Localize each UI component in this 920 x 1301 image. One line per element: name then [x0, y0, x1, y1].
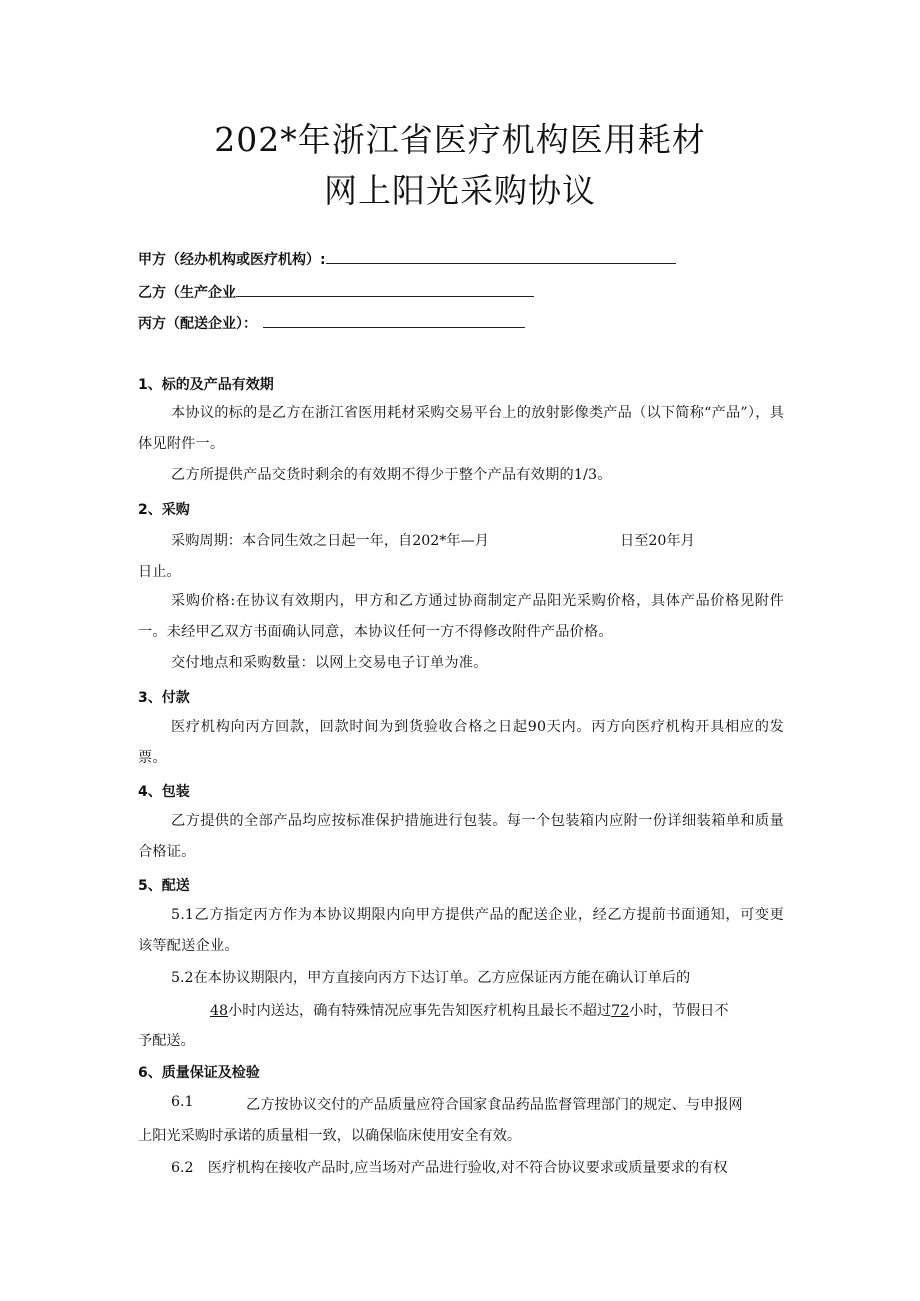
party-a-label: 甲方（经办机构或医疗机构）: — [138, 252, 326, 268]
section-1-paragraph-1: 本协议的标的是乙方在浙江省医用耗材采购交易平台上的放射影像类产品（以下简称“产品”），具体见附件一。 — [138, 405, 784, 452]
section-5-paragraph-2-line1: 5.2在本协议期限内，甲方直接向丙方下达订单。乙方应保证丙方能在确认订单后的 — [171, 970, 691, 986]
delivery-holiday-text: 小时，节假日不 — [629, 1003, 729, 1019]
section-4-heading: 4、包装 — [138, 784, 190, 800]
delivery-hours-value: 48 — [210, 1003, 229, 1019]
section-6-clause-1-number: 6.1 — [171, 1094, 194, 1110]
section-6-heading: 6、质量保证及检验 — [138, 1065, 260, 1081]
delivery-hours-text: 小时内送达，确有特殊情况应事先告知医疗机构且最长不超过 — [228, 1003, 612, 1019]
section-2-period-start: 采购周期：本合同生效之日起一年，自202*年—月 — [171, 533, 489, 549]
party-b-field — [138, 282, 534, 302]
section-5-paragraph-2-line3: 予配送。 — [138, 1033, 195, 1049]
party-b-blank — [236, 284, 534, 297]
party-c-field — [138, 313, 525, 333]
party-a-blank — [326, 251, 676, 264]
section-1-heading: 1、标的及产品有效期 — [138, 377, 274, 393]
party-c-label: 丙方（配送企业）： — [138, 316, 257, 332]
document-title-line2: 网上阳光采购协议 — [324, 171, 596, 210]
section-6-clause-2: 6.2 医疗机构在接收产品时,应当场对产品进行验收,对不符合协议要求或质量要求的有权 — [171, 1160, 728, 1176]
section-5-paragraph-1: 5.1乙方指定丙方作为本协议期限内向甲方提供产品的配送企业，经乙方提前书面通知，可变更该等配送企业。 — [138, 907, 784, 954]
section-2-heading: 2、采购 — [138, 502, 190, 518]
section-6-clause-1-line2: 上阳光采购时承诺的质量相一致，以确保临床使用安全有效。 — [138, 1128, 522, 1144]
section-3-paragraph: 医疗机构向丙方回款，回款时间为到货验收合格之日起90天内。丙方向医疗机构开具相应的发票。 — [138, 719, 784, 766]
section-6-clause-1-line1: 乙方按协议交付的产品质量应符合国家食品药品监督管理部门的规定、与申报网 — [246, 1097, 743, 1113]
section-2-paragraph-delivery: 交付地点和采购数量：以网上交易电子订单为准。 — [171, 655, 488, 671]
section-2-period-tail: 日止。 — [138, 564, 181, 580]
section-4-paragraph: 乙方提供的全部产品均应按标准保护措施进行包装。每一个包装箱内应附一份详细装箱单和质量合格证。 — [138, 813, 784, 860]
section-5-paragraph-2-line2 — [210, 1000, 729, 1020]
section-3-heading: 3、付款 — [138, 690, 190, 706]
section-5-heading: 5、配送 — [138, 878, 190, 894]
section-2-paragraph-price: 采购价格:在协议有效期内，甲方和乙方通过协商制定产品阳光采购价格，具体产品价格见附件一。未经甲乙双方书面确认同意，本协议任何一方不得修改附件产品价格。 — [138, 593, 784, 640]
party-a-field — [138, 249, 676, 269]
section-1-paragraph-2: 乙方所提供产品交货时剩余的有效期不得少于整个产品有效期的1/3。 — [171, 467, 612, 483]
party-c-blank — [263, 315, 525, 328]
document-title-line1: 202*年浙江省医疗机构医用耗材 — [214, 120, 706, 159]
max-delivery-hours-value: 72 — [611, 1003, 630, 1019]
section-2-period-end: 日至20年月 — [620, 533, 695, 549]
party-b-label: 乙方（生产企业 — [138, 285, 236, 301]
